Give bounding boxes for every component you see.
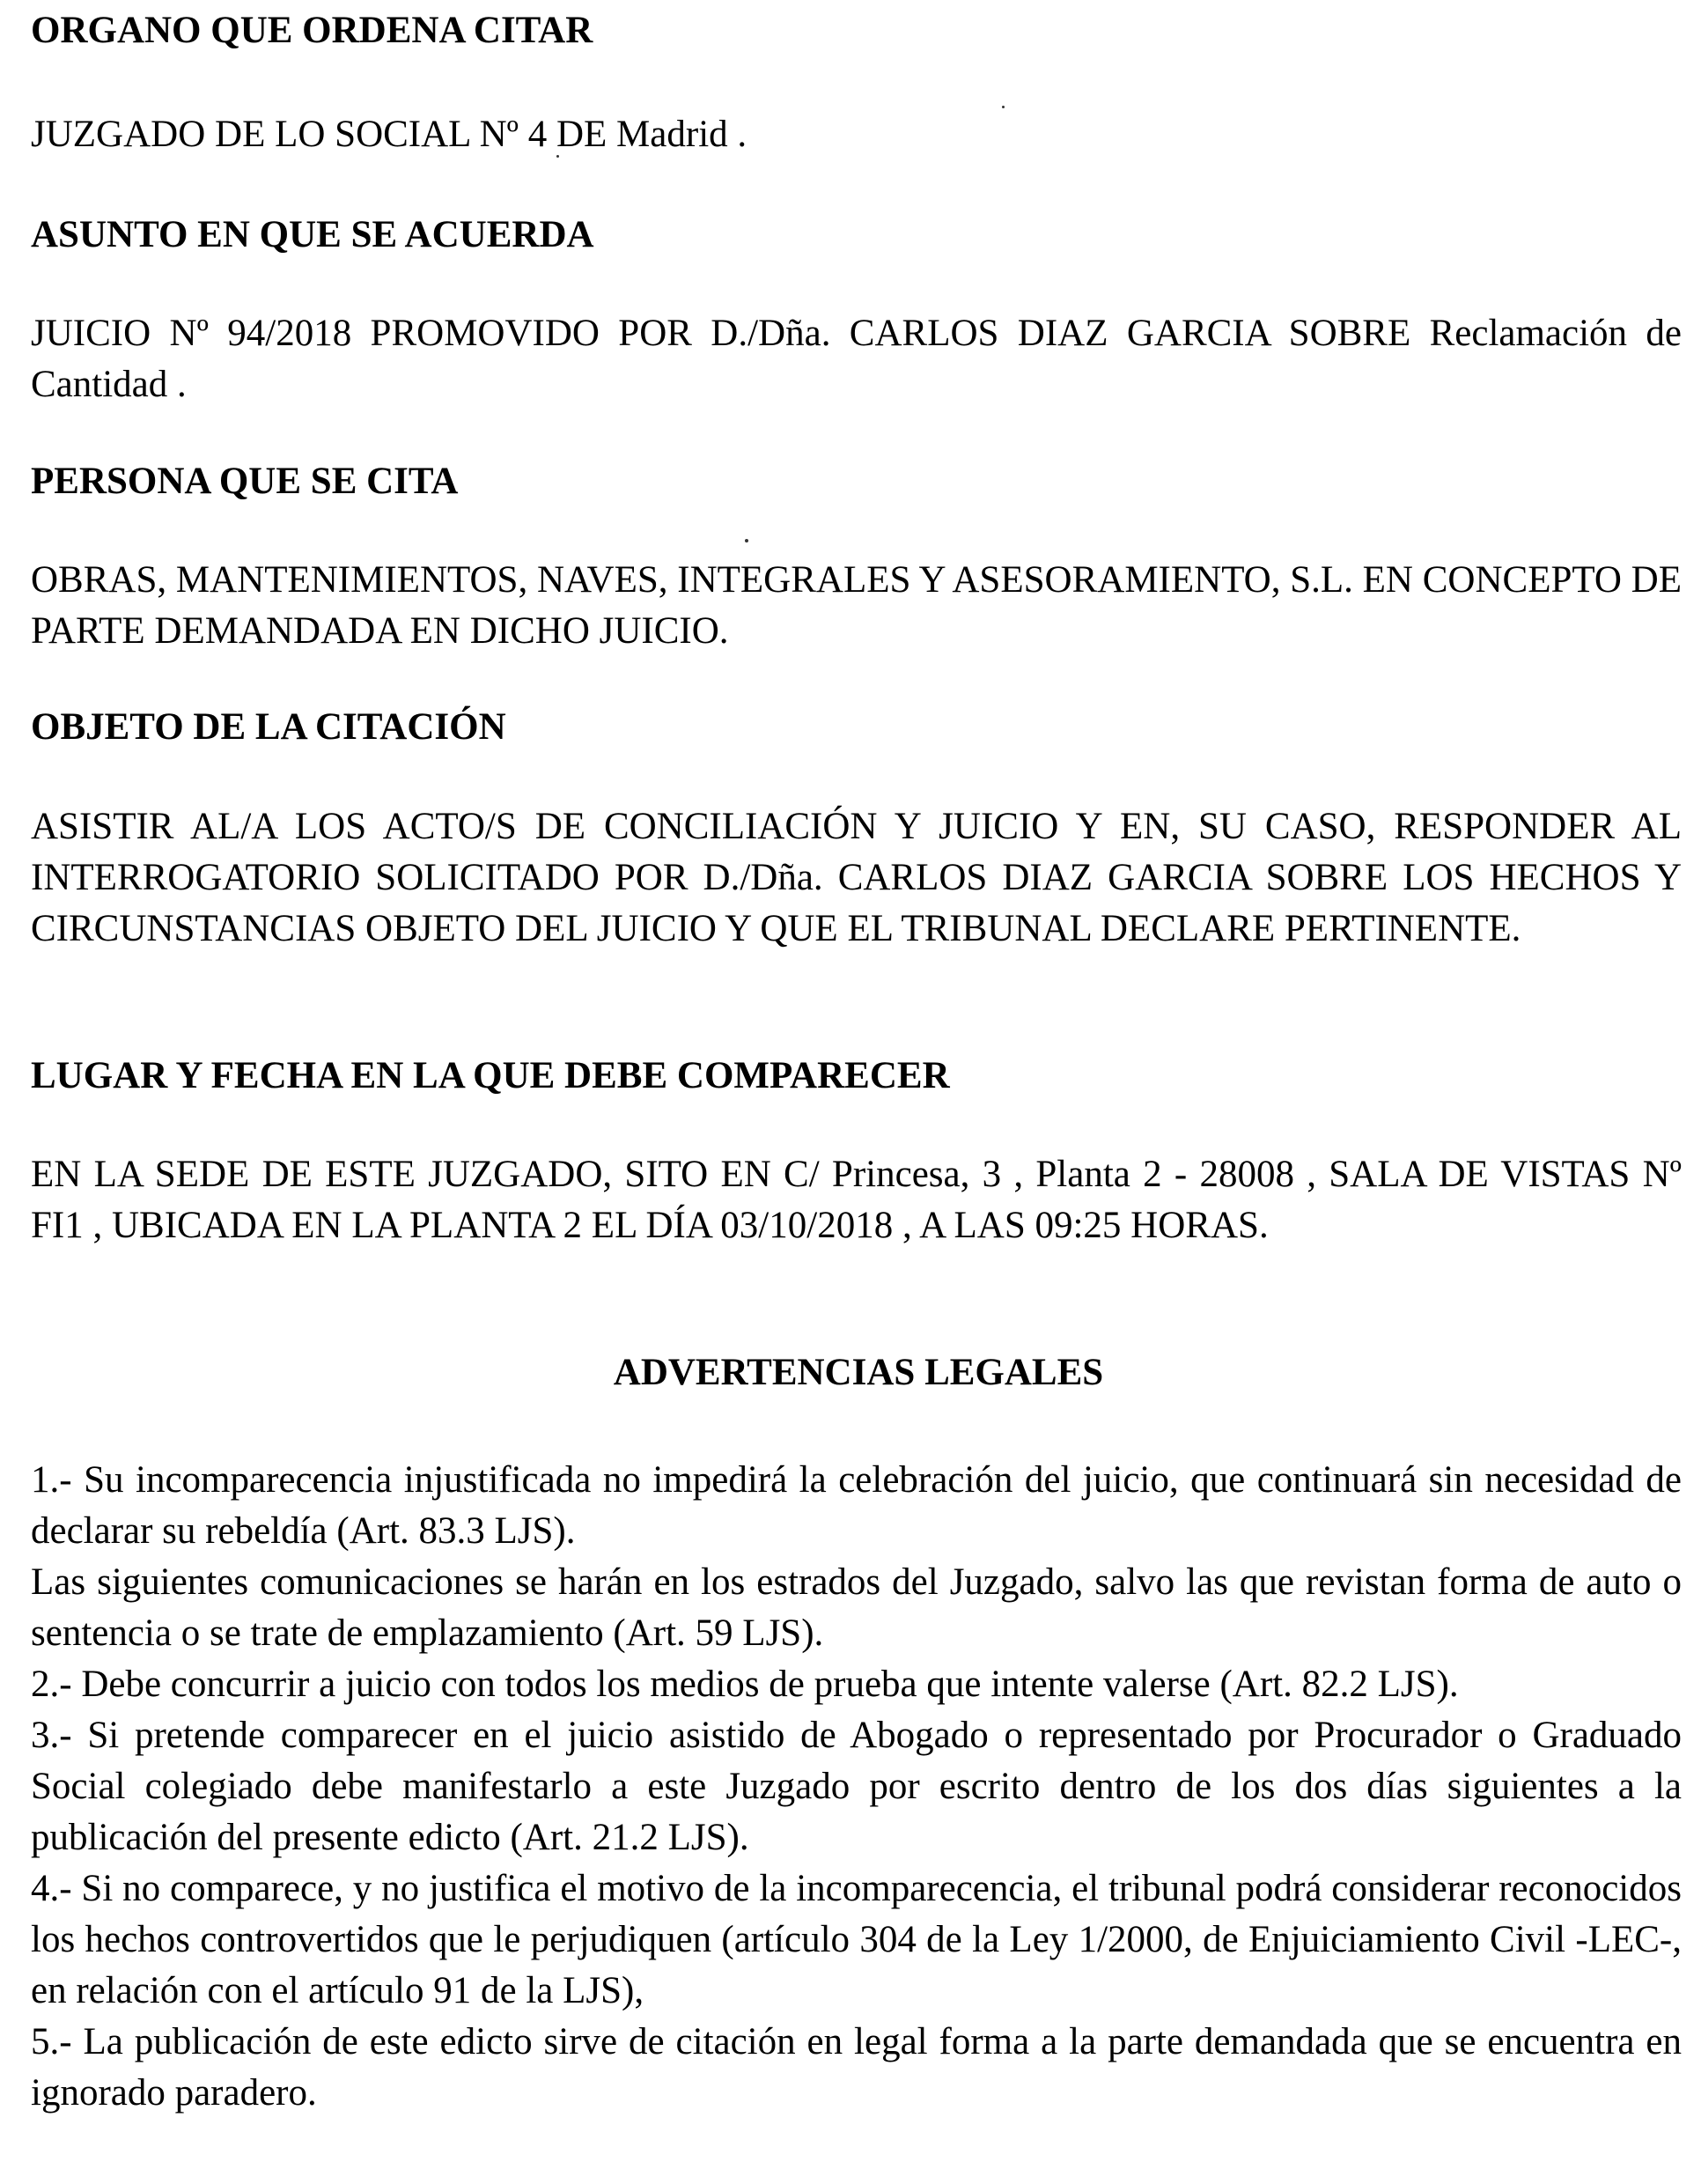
- body-organo: JUZGADO DE LO SOCIAL Nº 4 DE Madrid .: [31, 114, 747, 155]
- scan-speck: [1002, 106, 1005, 108]
- document-page: [31, 0, 1686, 2184]
- legal-item: 2.- Debe concurrir a juicio con todos los medios de prueba que intente valerse (Art. 82.2 LJS).: [31, 1664, 1459, 1705]
- legal-item: 3.- Si pretende comparecer en el juicio asistido de Abogado o representado por Procurador o Graduado Social colegiado debe manifestarlo a este Juzgado por escrito dentro de los dos días siguientes a la publicación del presente edicto (Art. 21.2 LJS).: [31, 1715, 1682, 1858]
- heading-organo: ORGANO QUE ORDENA CITAR: [31, 10, 593, 51]
- scan-speck: [745, 539, 748, 542]
- heading-objeto: OBJETO DE LA CITACIÓN: [31, 706, 506, 748]
- legal-item: 4.- Si no comparece, y no justifica el motivo de la incomparecencia, el tribunal podrá considerar reconocidos los hechos controvertidos que le perjudiquen (artículo 304 de la Ley 1/2000, de Enjuiciamiento Civil -LEC-, en relación con el artículo 91 de la LJS),: [31, 1868, 1682, 2011]
- body-persona: OBRAS, MANTENIMIENTOS, NAVES, INTEGRALES Y ASESORAMIENTO, S.L. EN CONCEPTO DE PARTE DEMANDADA EN DICHO JUICIO.: [31, 559, 1682, 652]
- heading-persona: PERSONA QUE SE CITA: [31, 461, 459, 502]
- legal-warnings: [31, 1455, 1682, 2119]
- legal-item: 1.- Su incomparecencia injustificada no impedirá la celebración del juicio, que continuará sin necesidad de declarar su rebeldía (Art. 83.3 LJS).: [31, 1459, 1682, 1552]
- body-asunto: JUICIO Nº 94/2018 PROMOVIDO POR D./Dña. CARLOS DIAZ GARCIA SOBRE Reclamación de Cantidad .: [31, 313, 1682, 405]
- body-lugar: EN LA SEDE DE ESTE JUZGADO, SITO EN C/ Princesa, 3 , Planta 2 - 28008 , SALA DE VISTAS Nº FI1 , UBICADA EN LA PLANTA 2 EL DÍA 03/10/2018 , A LAS 09:25 HORAS.: [31, 1154, 1682, 1246]
- body-objeto: ASISTIR AL/A LOS ACTO/S DE CONCILIACIÓN Y JUICIO Y EN, SU CASO, RESPONDER AL INTERROGATORIO SOLICITADO POR D./Dña. CARLOS DIAZ GARCIA SOBRE LOS HECHOS Y CIRCUNSTANCIAS OBJETO DEL JUICIO Y QUE EL TRIBUNAL DECLARE PERTINENTE.: [31, 806, 1682, 949]
- heading-lugar: LUGAR Y FECHA EN LA QUE DEBE COMPARECER: [31, 1055, 950, 1096]
- heading-advertencias: ADVERTENCIAS LEGALES: [613, 1352, 1104, 1393]
- scan-speck: [556, 155, 559, 158]
- heading-asunto: ASUNTO EN QUE SE ACUERDA: [31, 214, 594, 255]
- legal-item: 5.- La publicación de este edicto sirve de citación en legal forma a la parte demandada que se encuentra en ignorado paradero.: [31, 2021, 1682, 2114]
- legal-item: Las siguientes comunicaciones se harán en los estrados del Juzgado, salvo las que revistan forma de auto o sentencia o se trate de emplazamiento (Art. 59 LJS).: [31, 1561, 1682, 1654]
